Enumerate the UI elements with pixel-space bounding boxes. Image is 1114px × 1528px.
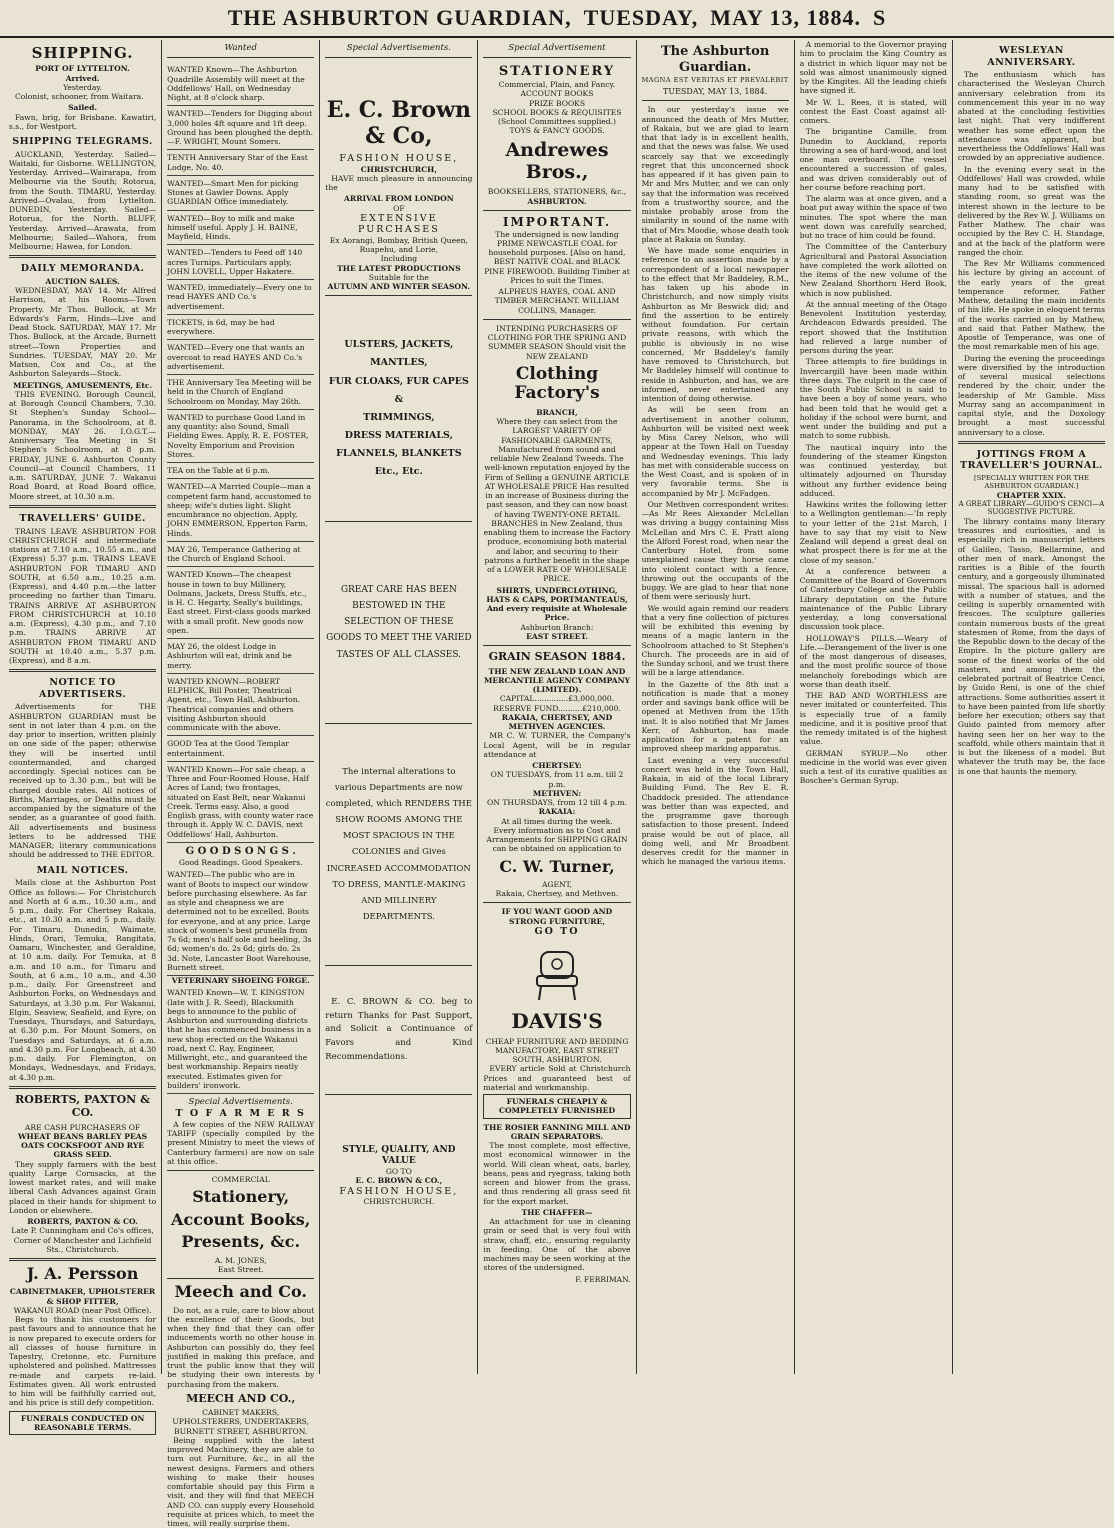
sailed-text: Fawn, brig, for Brisbane. Kawatiri, s.s., for Westport. bbox=[9, 112, 157, 131]
important-heading: IMPORTANT. bbox=[502, 214, 612, 229]
news-paragraph: THE BAD AND WORTHLESS are never imitated or counterfeited. This is especially true of a family medicine, and it is positive proof that the remedy imitated is of the highest value. bbox=[799, 691, 947, 747]
news-paragraph: The Committee of the Canterbury Agricultural and Pastoral Association have completed the work allotted on the items of the new volume of the New Zealand Shorthorn Herd Book, which is now published. bbox=[799, 242, 947, 298]
goods-item: TRIMMINGS, bbox=[363, 411, 435, 423]
purchases-label: EXTENSIVE PURCHASES bbox=[357, 212, 440, 236]
meech-trade: CABINET MAKERS, UPHOLSTERERS, UNDERTAKERS, bbox=[172, 1408, 310, 1427]
arrived-text: Colonist, schooner, from Waitara. bbox=[15, 92, 144, 102]
masthead-day: TUESDAY, bbox=[583, 5, 699, 30]
jottings-sub: [SPECIALLY WRITTEN FOR THE ASHBURTON GUARDIAN.] bbox=[973, 474, 1089, 491]
goods-item: FUR CLOAKS, FUR CAPES & bbox=[328, 375, 469, 405]
wanted-ad: WANTED—Boy to milk and make himself useful. Apply J. H. BAINE, Mayfield, Hinds. bbox=[167, 211, 314, 246]
telegrams-text: AUCKLAND, Yesterday. Sailed—Waitaki, for Gisborne. WELLINGTON, Yesterday. Arrived—Wairarapa, from Melbourne via the South; Rotorua, from the South. TIMARU, Yesterday. Arrived—Ovalau, from Lyttelton. DUNEDIN, Yesterday. Sailed—Rotorua, for the North. BLUFF, Yesterday. Arrived—Arawata, from Melbourne; Sailed—Wahora, from Melbourne; Hawea, for London. bbox=[9, 149, 157, 252]
special-ads-heading: Special Advertisements. bbox=[188, 1097, 293, 1108]
account-books-heading: Account Books, bbox=[171, 1209, 311, 1229]
brown-heading: E. C. Brown & Co, bbox=[326, 97, 472, 149]
column-shipping bbox=[4, 40, 162, 1432]
funerals-box-2: FUNERALS CHEAPLY & COMPLETELY FURNISHED bbox=[483, 1094, 630, 1119]
wanted-ad: WANTED Known—The cheapest house in town to buy Millinery, Dolmans, Jackets, Dress Stuffs, etc., is H. C. Hegarty, Seally's buildings, East street. First-class goods marked with a small profit. New goods now open. bbox=[167, 567, 314, 639]
farmers-heading: T O F A R M E R S bbox=[175, 1108, 306, 1120]
wanted-ad: WANTED, immediately—Every one to read HAYES AND Co.'s advertisement. bbox=[167, 280, 314, 315]
news-paragraph: During the evening the proceedings were diversified by the introduction of several musical selections rendered by the choir, under the leadership of Mr Gamble. Miss Murray sang an accompaniment in capital style, and the Doxology brought a most successful anniversary to a close. bbox=[957, 353, 1105, 437]
special-ad-heading: Special Advertisement bbox=[508, 43, 606, 53]
chertsey-when: ON TUESDAYS, from 11 a.m. till 2 p.m. bbox=[490, 770, 624, 789]
sailed-label: Sailed. bbox=[68, 103, 98, 113]
column-editorial bbox=[637, 40, 795, 1374]
chapter-text: The library contains many literary treasures and curiosities, and is especially rich in manuscript letters of Galileo, Tasso, Bellarmine, and other men of mark. Amongst the rarities is a Bible of the fourth century, and a gorgeously illuminated missal. The spacious hall is adorned with a number of statues, and the ceiling is superbly ornamented with frescoes. The sculpture galleries contain numerous busts of the great statesmen of Rome, from the days of the Republic down to the decay of the Empire. In the picture gallery are some of the finest works of the old masters, and among them the celebrated portrait of Beatrice Cenci, by Guido Reni, is one of the chief attractions. Some authorities assert it to have been painted from life shortly before her execution; others say that Guido painted from memory after having seen her on her way to the scaffold, while others maintain that it is but the likeness of a model. But whatever the truth may be, the face is one that haunts the memory. bbox=[957, 516, 1105, 776]
news-paragraph: GERMAN SYRUP.—No other medicine in the world was ever given such a test of its curative qualities as Boschee's German Syrup. bbox=[799, 748, 947, 786]
clothing-branch-2: Ashburton Branch: bbox=[520, 622, 594, 632]
grain-heading: GRAIN SEASON 1884. bbox=[488, 650, 626, 664]
shoeing-heading: VETERINARY SHOEING FORGE. bbox=[171, 976, 310, 986]
stationery-title: STATIONERY bbox=[498, 64, 616, 80]
places-line: RAKAIA, CHERTSEY, AND METHVEN AGENCIES. bbox=[501, 712, 613, 732]
davis-note: EVERY article Sold at Christchurch Prices and guaranteed best of material and workmanship. bbox=[483, 1064, 631, 1092]
news-paragraph: Three attempts to fire buildings in Invercargill have been made within three days. The culprit in the case of the South Public School is said to have been a boy of some years, who had been told that he would get a holiday if the school were burnt, and went under the building and put a match to some rubbish. bbox=[799, 357, 947, 441]
funerals-box: FUNERALS CONDUCTED ON REASONABLE TERMS. bbox=[9, 1411, 156, 1436]
jones-name: A. M. JONES, bbox=[214, 1255, 267, 1265]
travellers-heading: TRAVELLERS' GUIDE. bbox=[19, 512, 146, 524]
wanted-ad: WANTED KNOWN—ROBERT ELPHICK, Bill Poster, Theatrical Agent, etc., Town Hall, Ashburton. Theatrical companies and others visiting Ashburton should communicate with the above. bbox=[167, 674, 314, 737]
meech-address: BURNETT STREET, ASHBURTON. bbox=[174, 1426, 308, 1436]
meech-text: Do not, as a rule, care to blow about the excellence of their Goods, but when they find that they can offer inducements worth no other house in Ashburton can possibly do, they feel justified in making this preface, and trust the public know that they will be studying their own interests by purchasing from the makers. bbox=[167, 1305, 315, 1389]
wanted-ad: WANTED—Smart Men for picking Stones at Gawler Downs. Apply GUARDIAN Office immediately. bbox=[167, 176, 314, 211]
auction-text: WEDNESDAY, MAY 14. Mr Alfred Harrison, at his Rooms—Town Property. Mr Thos. Bullock, at Mr Edwards's Farm, Hinds—Live and Dead Stock. SATURDAY, MAY 17. Mr Thos. Bullock, at the Arcade, Burnett street—Town Properties and Sundries. TUESDAY, MAY 20. Mr Matson, Cox and Co., at the Ashburton Saleyards—Stock. bbox=[9, 286, 157, 379]
news-paragraph: We have made some enquiries in reference to an assertion made by a correspondent of a local newspaper to the effect that Mr Baddeley, R.M., has taken up his abode in Christchurch, and now simply visits Ashburton as Mr Beswick did; and find the assertion to be entirely without foundation. For certain private reasons, with which the public is obviously in no wise concerned, Mr Baddeley's family have removed to Christchurch, but Mr Baddeley himself will continue to reside in Ashburton, and has, we are informed, never entertained any intention of doing otherwise. bbox=[641, 246, 789, 404]
rosier-heading: THE ROSIER FANNING MILL AND GRAIN SEPARATORS. bbox=[483, 1122, 631, 1141]
wanted-ad: WANTED to purchase Good Land in any quantity; also Sound, Small Fielding Ewes. Apply, R. E. FOSTER, Novelty Emporium and Provision Stores. bbox=[167, 410, 314, 463]
clothing-intro: INTENDING PURCHASERS OF CLOTHING FOR THE SPRING AND SUMMER SEASON Should visit the NEW ZEALAND bbox=[487, 323, 627, 361]
news-paragraph: The brigantine Camille, from Dunedin to Auckland, reports throwing a sea of hard-wood, and lost one man overboard. The vessel encountered a succession of gales, and was driven considerably out of her course before reaching port. bbox=[799, 127, 947, 192]
reserve-line: RESERVE FUND..........£210,000. bbox=[493, 703, 621, 713]
brown-town: CHRISTCHURCH, bbox=[360, 164, 437, 174]
wanted-ad: MAY 26, the oldest Lodge in Ashburton will eat, drink and be merry. bbox=[167, 639, 314, 674]
roberts-address: Late P. Cunningham and Co's offices, Corner of Manchester and Lichfield Sts., Christchurch. bbox=[11, 1226, 154, 1254]
including-label: Including bbox=[380, 254, 418, 264]
wanted-ad: TICKETS, is 6d, may be had everywhere. bbox=[167, 315, 314, 341]
auction-heading: AUCTION SALES. bbox=[45, 276, 120, 286]
goods-item: DRESS MATERIALS, bbox=[344, 429, 453, 441]
wanted-ad: WANTED—The public who are in want of Boots to inspect our window before purchasing elsewhere. As far as style and cheapness we are determined not to be excelled. Boots for everyone, and at any price. Large stock of women's best prunella from 7s 6d; men's half sole and heeling, 3s 6d; women's do. 2s 6d; girls do. 2s 3d. Note, Lancaster Boot Warehouse, Burnett street. bbox=[167, 867, 314, 976]
notice-text: Advertisements for THE ASHBURTON GUARDIAN must be sent in not later than 4 p.m. on the day prior to insertion, written plainly on one side of the paper; otherwise they will be inserted until countermanded, and charged accordingly. Special notices can be received up to 3.30 p.m., but will be charged double rates. All notices of Births, Marriages, or Deaths must be accompanied by the signature of the sender, as a guarantee of good faith. All advertisements and business letters to be addressed THE MANAGER; literary communications should be addressed to THE EDITOR. bbox=[9, 702, 157, 860]
andrewes-town: ASHBURTON. bbox=[527, 196, 587, 206]
arrival-label: ARRIVAL FROM LONDON bbox=[344, 194, 454, 204]
mail-text: Mails close at the Ashburton Post Office as follows:— For Christchurch and North at 6 a.m., 10.30 a.m., and 5 p.m., daily. For Chertsey Rakaia, etc., at 10.30 a.m. and 5 p.m., daily. For Timaru, Dunedin, Waimate, Hinds, Orari, Temuka, Rangitata, Oamaru, Winchester, and Geraldine, at 10 a.m. daily. For Temuka, at 8 a.m. and 10 a.m., for Timaru and South, at 6 a.m., 10 a.m., and 4.30 p.m., daily. For Greenstreet and Ashburton Forks, on Wednesdays and Saturdays, at 3.30 p.m. For Wakanui, Elgin, Seaview, Seafield, and Eyre, on Tuesdays, Thursdays, and Saturdays, at 6.30 p.m. For Mount Somers, on Tuesdays and Saturdays, at 6 a.m. and 4.30 p.m. For Longbeach, at 4.30 p.m. daily. For Flemington, on Mondays, Wednesdays, and Fridays, at 4.30 p.m. bbox=[9, 878, 157, 1082]
news-paragraph: The enthusiasm which has characterised the Wesleyan Church anniversary celebration from its commencement this year in no way abated at the concluding festivities last night. That very indifferent weather has some effect upon the attendance was apparent, but nevertheless the Oddfellows' Hall was crowded by an appreciative audience. bbox=[957, 70, 1105, 163]
farmers-text: A few copies of the NEW RAILWAY TARIFF (specially compiled by the present Ministry to meet the views of Canterbury farmers) are now on sale at this office. bbox=[167, 1119, 315, 1166]
commercial-label: COMMERCIAL bbox=[211, 1175, 270, 1185]
column-wesleyan bbox=[953, 40, 1110, 1374]
wanted-ad: WANTED—Every one that wants an overcoat to read HAYES AND Co.'s advertisement. bbox=[167, 340, 314, 375]
column-stationery bbox=[478, 40, 636, 1374]
news-paragraph: The alarm was at once given, and a boat put away within the space of two minutes. The spot where the man went down was carefully searched, but no trace of him could be found. bbox=[799, 194, 947, 240]
arrived-label: Arrived. bbox=[65, 73, 100, 83]
meech-name: MEECH AND CO., bbox=[186, 1391, 296, 1405]
special-ads-heading-2: Special Advertisements. bbox=[346, 43, 451, 53]
column-news bbox=[795, 40, 953, 1374]
notice-heading: NOTICE TO ADVERTISERS. bbox=[39, 677, 127, 700]
davis-lead: IF YOU WANT GOOD AND STRONG FURNITURE, bbox=[501, 907, 613, 926]
wanted-ad: TEA on the Table at 6 p.m. bbox=[167, 463, 314, 479]
davis-text: CHEAP FURNITURE AND BEDDING MANUFACTORY, EAST STREET SOUTH, ASHBURTON. bbox=[485, 1036, 629, 1064]
jottings-heading: JOTTINGS FROM A TRAVELLER'S JOURNAL. bbox=[960, 448, 1103, 472]
meetings-heading: MEETINGS, AMUSEMENTS, Etc. bbox=[12, 380, 153, 390]
chaffer-text: An attachment for use in cleaning grain or seed that is very foul with straw, chaff, etc., ensuring regularity in feeding. One of the above machines may be seen working at the stores of the undersigned. bbox=[483, 1217, 631, 1273]
presents-heading: Presents, &c. bbox=[181, 1232, 301, 1252]
purchases-text: Ex Aorangi, Bombay, British Queen, Ruapehu, and Lorie, bbox=[329, 235, 468, 255]
capital-line: CAPITAL..............£3,000,000. bbox=[499, 694, 615, 704]
news-paragraph: Mr W. L. Rees, it is stated, will contest the East Coast against all-comers. bbox=[799, 97, 947, 125]
novelties-label: THE LATEST PRODUCTIONS bbox=[337, 263, 461, 273]
brown-sub: FASHION HOUSE, bbox=[339, 152, 459, 164]
stationery-item: ACCOUNT BOOKS bbox=[520, 89, 594, 99]
wanted-ad: THE Anniversary Tea Meeting will be held in the Church of England Schoolroom on Monday, May 26th. bbox=[167, 375, 314, 410]
port-heading: PORT OF LYTTELTON. bbox=[35, 64, 130, 74]
paper-title: The Ashburton Guardian. bbox=[660, 44, 770, 75]
news-paragraph: We would again remind our readers that a very fine collection of pictures will be exhibited this evening by means of a magic lantern in the Schoolroom attached to St Stephen's Church. The proceeds are in aid of the Sunday school, and we trust there will be a large attendance. bbox=[641, 603, 789, 678]
masthead bbox=[0, 0, 1114, 38]
masthead-title: THE ASHBURTON GUARDIAN, bbox=[227, 5, 572, 30]
stationery-heading: Stationery, bbox=[192, 1187, 290, 1207]
news-paragraph: In the Gazette of the 8th inst a notification is made that a money order and savings bank office will be opened at Methven from the 15th inst. It is also notified that Mr James Kerr, of Ashburton, has made application for a patent for an improved sheep marking apparatus. bbox=[641, 679, 789, 754]
wanted-ad: WANTED Known—For sale cheap, a Three and Four-Roomed House, Half Acres of Land; two frontages, situated on East Belt, near Wakanui Creek. Terms easy. Also, a good English grass, with county water race through it. Apply W. C. DAVIS, next Oddfellows' Hall, Ashburton. bbox=[167, 762, 314, 843]
armchair-illustration bbox=[527, 944, 587, 1004]
davis-heading: DAVIS'S bbox=[511, 1008, 603, 1033]
andrewes-heading: Andrewes Bros., bbox=[505, 138, 609, 183]
stationery-item: Commercial, Plain, and Fancy. bbox=[498, 80, 616, 90]
news-paragraph: In our yesterday's issue we announced the death of Mrs Mutter, of Rakaia, but we are glad to learn that that lady is in excellent health, and that the news was false. We used scarcely say that we exceedingly regret that this unconcerned shock has appeared if it has given pain to Mr and Mrs Mutter, and we can only say that the information was received from a trustworthy source, and the mistake probably arose from the similarity in sound of the name with that of Mrs Moodie, whose death took place at Rakaia on Sunday. bbox=[641, 105, 789, 244]
footer-fashion: FASHION HOUSE, bbox=[339, 1185, 459, 1197]
jones-address: East Street. bbox=[217, 1264, 264, 1274]
paper-motto: MAGNA EST VERITAS ET PREVALEBIT bbox=[641, 75, 789, 84]
davis-go: GO TO bbox=[534, 925, 580, 937]
clothing-text: Where they can select from the LARGEST VARIETY OF FASHIONABLE GARMENTS, Manufactured from sound and reliable New Zealand Tweeds. The well-known reputation enjoyed by the Firm of Selling a GENUINE ARTICLE AT WHOLESALE PRICE Has resulted in an increase of Business during the past season, and they can now boast of having TWENTY-ONE RETAIL BRANCHES in New Zealand, thus enabling them to increase the Factory produce, economising both material and labor, and securing to their patrons a further benefit in the shape of a LOWER RATE OF WHOLESALE PRICE. bbox=[483, 417, 631, 584]
chapter-heading: CHAPTER XXIX. bbox=[996, 490, 1066, 500]
stationery-item: (School Committees supplied.) bbox=[497, 117, 616, 127]
chertsey-label: CHERTSEY: bbox=[532, 761, 582, 771]
good-songs-heading: G O O D S O N G S . bbox=[185, 845, 296, 857]
turner-footer: Every information as to Cost and Arrangements for SHIPPING GRAIN can be obtained on application to bbox=[486, 825, 628, 854]
stationery-item: PRIZE BOOKS bbox=[528, 98, 586, 108]
meech-text-2: Being supplied with the latest improved Machinery, they are able to turn out Furniture, &c., in all the newest designs. Farmers and others wishing to make their houses comfortable should pay this Firm a visit, and they will find that MEECH AND CO. can supply every Household requisite at prices which, to meet the times, will really surprise them. bbox=[167, 1435, 315, 1528]
columns bbox=[4, 40, 1110, 1528]
footer-town: CHRISTCHURCH. bbox=[363, 1197, 435, 1207]
news-paragraph: At a conference between a Committee of the Board of Governors of Canterbury College and the Public Library deputation on the future maintenance of the Public Library yesterday, a long conversational discussion took place. bbox=[799, 566, 947, 632]
clothing-branch: BRANCH, bbox=[536, 407, 578, 417]
persson-heading: J. A. Persson bbox=[26, 1264, 139, 1284]
mail-heading: MAIL NOTICES. bbox=[36, 864, 129, 876]
page-number: S bbox=[873, 5, 887, 30]
roberts-signature: ROBERTS, PAXTON & CO. bbox=[27, 1217, 138, 1227]
column-brown bbox=[320, 40, 478, 1374]
anniversary-heading: WESLEYAN ANNIVERSARY. bbox=[987, 45, 1076, 68]
good-songs-text: Good Readings. Good Speakers. bbox=[178, 858, 303, 868]
masthead-date: MAY 13, 1884. bbox=[710, 5, 861, 30]
column-wanted bbox=[162, 40, 320, 1528]
important-text: The undersigned is now landing PRIME NEWCASTLE COAL for household purposes. [Also on hand, BEST NATIVE COAL and BLACK PINE FIREWOOD. Building Timber at Prices to suit the Times. bbox=[484, 229, 630, 285]
news-paragraph: Hawkins writes the following letter to a Wellington gentleman:—'In reply to your letter of the 21st March, I have to say that my visit to New Zealand will depend a great deal on what prospect there is for me at the close of my season.' bbox=[799, 500, 947, 565]
news-paragraph: HOLLOWAY'S PILLS.—Weary of Life.—Derangement of the liver is one of the most dangerous of diseases, and the most prolific source of those melancholy forebodings which are worse than death itself. bbox=[799, 633, 947, 689]
meetings-text: THIS EVENING. Borough Council, at Borough Council Chambers, 7.30. St Stephen's Sunday School—Panorama, in the Schoolroom, at 8. MONDAY, MAY 26. I.O.G.T.—Anniversary Tea Meeting in St Stephen's Schoolroom, at 8 p.m. FRIDAY, JUNE 6. Ashburton County Council—at Council Chambers, 11 a.m. SATURDAY, JUNE 7. Wakanui Road Board, at Road Board office, Moore street, at 10.30 a.m. bbox=[9, 389, 157, 501]
wanted-ad: WANTED—Tenders to Feed off 140 acres Turnips. Particulars apply, JOHN LOVELL, Upper Hakatere. bbox=[167, 245, 314, 280]
turner-address: Rakaia, Chertsey, and Methven. bbox=[495, 889, 619, 899]
news-paragraph: The nautical inquiry into the foundering of the steamer Kingston was continued yesterday, but ultimately adjourned on Thursday without any further evidence being adduced. bbox=[799, 442, 947, 498]
brown-thanks: E. C. BROWN & CO. beg to return Thanks for Past Support, and Solicit a Continuance of Favors and Kind Recommendations. bbox=[325, 997, 473, 1062]
goods-item: FLANNELS, BLANKETS Etc., Etc. bbox=[336, 447, 462, 477]
shipping-heading: SHIPPING. bbox=[31, 44, 134, 62]
roberts-sub: ARE CASH PURCHASERS OF bbox=[24, 1122, 141, 1132]
roberts-grains: WHEAT BEANS BARLEY PEAS OATS COCKSFOOT AND RYE GRASS SEED. bbox=[18, 1131, 148, 1160]
persson-address: WAKANUI ROAD (near Post Office). bbox=[13, 1305, 152, 1315]
care-text: GREAT CARE HAS BEEN BESTOWED IN THE SELECTION OF THESE GOODS TO MEET THE VARIED TASTES OF ALL CLASSES. bbox=[326, 584, 472, 660]
roberts-heading: ROBERTS, PAXTON & CO. bbox=[15, 1092, 150, 1120]
wanted-ad: MAY 26, Temperance Gathering at the Church of England School. bbox=[167, 542, 314, 568]
wanted-ad: WANTED—A Married Couple—man a competent farm hand, accustomed to sheep; wife's duties light. Slight encumbrance no objection. Apply, JOHN EMMERSON, Epperton Farm, Hinds. bbox=[167, 479, 314, 542]
yesterday-label: Yesterday. bbox=[63, 82, 103, 92]
memoranda-heading: DAILY MEMORANDA. bbox=[20, 263, 145, 275]
turner-name: C. W. Turner, bbox=[499, 856, 615, 876]
internal-text: The internal alterations to various Departments are now completed, which RENDERS THE SHOW ROOMS AMONG THE MOST SPACIOUS IN THE COLONIES and Gives INCREASED ACCOMMODATION TO DRESS, MANTLE-MAKING AND MILLINERY DEPARTMENTS. bbox=[325, 766, 472, 923]
footer-brown: E. C. BROWN & CO., bbox=[355, 1176, 443, 1186]
goods-item: ULSTERS, JACKETS, MANTLES, bbox=[344, 339, 454, 369]
news-paragraph: A memorial to the Governor praying him to proclaim the King Country as a district in which liquor may not be sold was almost unanimously signed by the Kingites. All the leading chiefs have signed it. bbox=[799, 40, 947, 96]
meech-heading: Meech and Co. bbox=[174, 1282, 307, 1302]
footer-goto: GO TO bbox=[385, 1167, 412, 1177]
turner-intro: MR C. W. TURNER, the Company's Local Agent, will be in regular attendance at bbox=[483, 731, 631, 759]
news-paragraph: Last evening a very successful concert was held in the Town Hall, Rakaia, in aid of the local Library Building Fund. The Rev E. R. Chaddock presided. The attendance was better than was expected, and the programme gave thorough satisfaction to those present. Indeed praise would be out of place, all doing well, and Mr Broadbent deserves credit for the manner in which he managed the various items. bbox=[641, 755, 789, 867]
stationery-item: SCHOOL BOOKS & REQUISITES bbox=[492, 107, 622, 117]
rakaia-label: RAKAIA: bbox=[538, 807, 576, 817]
persson-text: Begs to thank his customers for past favours and to announce that he is now prepared to execute orders for all classes of house furniture in Tapestry, Cretonne, etc. Furniture upholstered and polished. Mattresses re-made and carpets re-laid. Estimates given. All work entrusted to him will be faithfully carried out, and his price is still defy competition. bbox=[9, 1315, 157, 1408]
chaffer-heading: THE CHAFFER— bbox=[521, 1207, 593, 1217]
wanted-ad: WANTED Known—W. T. KINGSTON (late with J. R. Seed), Blacksmith begs to announce to the public of Ashburton and surrounding districts that he has commenced business in a new shop erected on the Wakanui road, next C. Ray, Engineer, Millwright, etc., and guaranteed the best workmanship. Repairs neatly executed. Estimates given for builders' ironwork. bbox=[167, 985, 314, 1094]
clothing-street: EAST STREET. bbox=[526, 631, 588, 641]
brown-intro: HAVE much pleasure in announcing the bbox=[325, 173, 473, 193]
persson-trade: CABINETMAKER, UPHOLSTERER & SHOP FITTER, bbox=[9, 1287, 156, 1306]
paper-dateline: TUESDAY, MAY 13, 1884. bbox=[663, 86, 768, 96]
news-paragraph: As will be seen from an advertisement in another column, Ashburton will be visited next week by Miss Carey Nelson, who will appear at the Town Hall on Tuesday and Wednesday evenings. This lady has met with considerable success on the West Coast, and is spoken of in very favorable terms. She is accompanied by Mr J. McFadgen. bbox=[641, 405, 789, 498]
news-paragraph: In the evening every seat in the Oddfellows' Hall was crowded, while many had to be satisfied with standing room, so great was the interest shown in the lecture to be delivered by the Rev W. J. Williams on Father Mathew. The chair was occupied by the Rev C. H. Standage, and at the back of the platform were ranged the choir. bbox=[957, 164, 1105, 257]
goods-list bbox=[325, 336, 472, 480]
telegrams-heading: SHIPPING TELEGRAMS. bbox=[12, 136, 153, 148]
stationery-item: TOYS & FANCY GOODS. bbox=[509, 126, 605, 136]
footer-style: STYLE, QUALITY, AND VALUE bbox=[342, 1145, 456, 1167]
andrewes-sub: BOOKSELLERS, STATIONERS, &c., bbox=[487, 187, 627, 197]
hayes-signature: ALPHEUS HAYES, COAL AND TIMBER MERCHANT. WILLIAM COLLINS, Manager. bbox=[494, 287, 620, 315]
wanted-ad: TENTH Anniversary Star of the East Lodge, No. 40. bbox=[167, 150, 314, 176]
clothing-list: SHIRTS, UNDERCLOTHING, HATS & CAPS, PORTMANTEAUS, And every requisite at Wholesale Price. bbox=[486, 585, 628, 623]
wanted-heading: Wanted bbox=[224, 43, 257, 53]
of-label: OF bbox=[393, 203, 405, 213]
methven-label: METHVEN: bbox=[532, 788, 582, 798]
wanted-ad: WANTED—Tenders for Digging about 3,000 holes 4ft square and 1ft deep. Ground has been ploughed the depth.—F. WRIGHT, Mount Somers. bbox=[167, 106, 314, 150]
ferriman-signature: F. FERRIMAN. bbox=[575, 1274, 631, 1284]
wanted-ad: WANTED Known—The Ashburton Quadrille Assembly will meet at the Oddfellows' Hall, on Wednesday Night, at 8 o'clock sharp. bbox=[167, 62, 314, 106]
news-paragraph: Our Methven correspondent writes:—As Mr Rees Alexander McLellan was driving a buggy containing Miss McLellan and Mrs C. E. Pratt along the Alford Forest road, when near the Canterbury Hotel, from some unexplained cause they horse came into violent contact with a fence, throwing out the occupants of the buggy. We are glad to hear that none of them were seriously hurt. bbox=[641, 499, 789, 602]
news-paragraph: The Rev Mr Williams commenced his lecture by giving an account of the early years of the great temperance reformer, Father Mathew, detailing the main incidents of his life. He spoke in eloquent terms of the works carried on by Mathew, and said that Father Mathew, the Apostle of Temperance, was one of the most remarkable men of his age. bbox=[957, 259, 1105, 352]
suitable-label: Suitable for the bbox=[368, 272, 429, 282]
travellers-text: TRAINS LEAVE ASHBURTON FOR CHRISTCHURCH and intermediate stations at 7.10 a.m., 10.55 a.m., and (Express) 5.37 p.m. TRAINS LEAVE ASHBURTON FOR TIMARU AND SOUTH, at 6.50 a.m., 10.25 a.m. (Express), and 4.40 p.m.—the latter proceeding no farther than Timaru. TRAINS ARRIVE AT ASHBURTON FROM CHRISTCHURCH at 10.10 a.m. (Express), 4.30 p.m., and 7.10 p.m. TRAINS ARRIVE AT ASHBURTON FROM TIMARU AND SOUTH at 10.40 a.m., 5.37 p.m. (Express), and 8 a.m. bbox=[9, 526, 157, 666]
season-label: AUTUMN AND WINTER SEASON. bbox=[327, 282, 471, 292]
rakaia-when: At all times during the week. bbox=[501, 816, 613, 826]
news-paragraph: At the annual meeting of the Otago Benevolent Institution yesterday, Archdeacon Edwards presided. The report showed that the Institution had relieved a large number of persons during the year. bbox=[799, 299, 947, 355]
methven-when: ON THURSDAYS, from 12 till 4 p.m. bbox=[487, 798, 627, 808]
clothing-heading: Clothing Factory's bbox=[514, 363, 600, 404]
roberts-text: They supply farmers with the best quality Large Cornsacks, at the lowest market rates, and will make liberal Cash Advances against Grain placed in their hands for shipment to London or elsewhere. bbox=[9, 1159, 157, 1215]
nzl-company: THE NEW ZEALAND LOAN AND MERCANTILE AGENCY COMPANY (LIMITED). bbox=[483, 666, 631, 695]
rosier-text: The most complete, most effective, most economical winnower in the world. Will clean wheat, oats, barley, beans, peas and ryegrass, taking both screen and blower from the grass, and thus rendering all grass seed fit for the export market. bbox=[483, 1141, 631, 1206]
wanted-ad: GOOD Tea at the Good Templar entertainment. bbox=[167, 736, 314, 762]
chapter-sub: A GREAT LIBRARY—GUIDO'S CENCI—A SUGGESTIVE PICTURE. bbox=[958, 499, 1105, 517]
turner-role: AGENT, bbox=[541, 879, 573, 889]
